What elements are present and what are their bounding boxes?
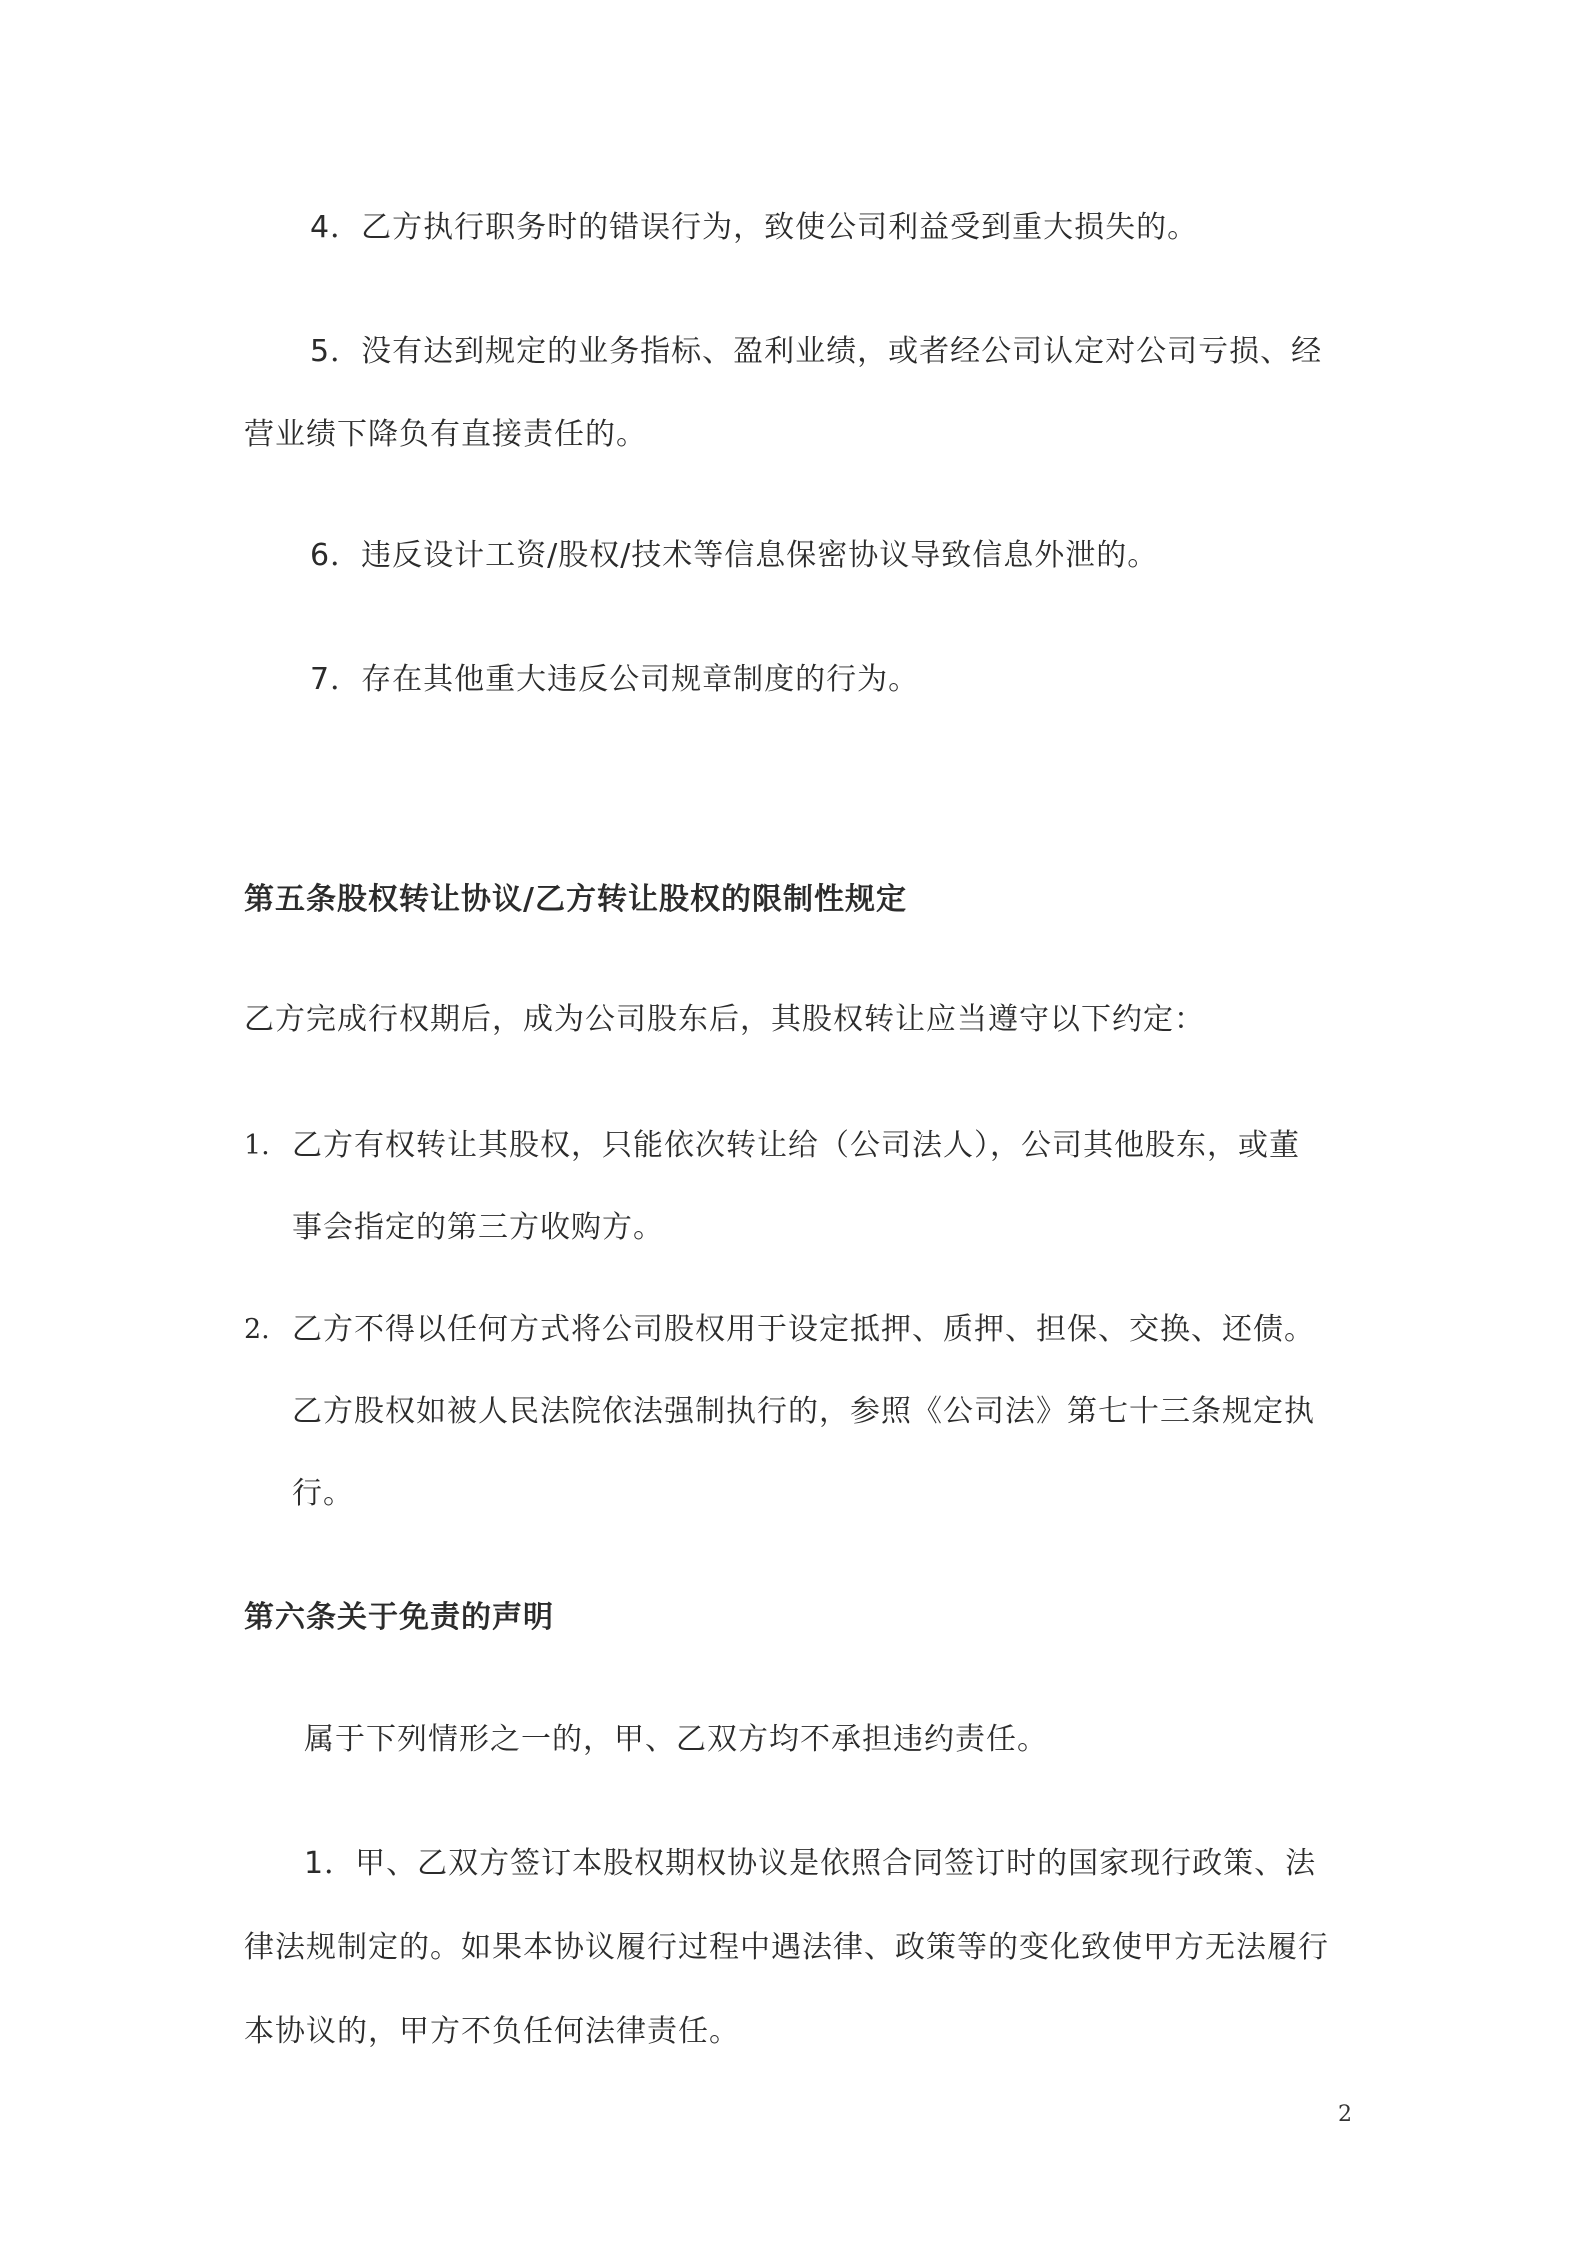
page-number: 2 [1338,2102,1352,2127]
list-item-2-line-2: 乙方股权如被人民法院依法强制执行的，参照《公司法》第七十三条规定执 [292,1394,1315,1429]
article-5-intro: 乙方完成行权期后，成为公司股东后，其股权转让应当遵守以下约定： [244,1002,1205,1037]
list-item-1-line-1: 乙方有权转让其股权，只能依次转让给（公司法人），公司其他股东，或董 [292,1128,1300,1163]
clause-item-4: 4．乙方执行职务时的错误行为，致使公司利益受到重大损失的。 [310,210,1199,245]
list-item-number: 2. [244,1314,270,1345]
article-6-item-1-line-3: 本协议的，甲方不负任何法律责任。 [244,2014,740,2049]
clause-item-5-line-2: 营业绩下降负有直接责任的。 [244,417,647,452]
article-6-intro: 属于下列情形之一的，甲、乙双方均不承担违约责任。 [304,1722,1048,1757]
article-6-heading: 第六条关于免责的声明 [244,1600,554,1635]
list-item-2-line-3: 行。 [292,1476,354,1511]
article-6-item-1-line-1: 1．甲、乙双方签订本股权期权协议是依照合同签订时的国家现行政策、法 [304,1846,1317,1881]
clause-item-5-line-1: 5．没有达到规定的业务指标、盈利业绩，或者经公司认定对公司亏损、经 [310,334,1323,369]
list-item-1-line-2: 事会指定的第三方收购方。 [292,1210,664,1245]
clause-item-7: 7．存在其他重大违反公司规章制度的行为。 [310,662,920,697]
list-item-2-line-1: 乙方不得以任何方式将公司股权用于设定抵押、质押、担保、交换、还债。 [292,1312,1315,1347]
article-5-heading: 第五条股权转让协议/乙方转让股权的限制性规定 [244,882,907,917]
article-6-item-1-line-2: 律法规制定的。如果本协议履行过程中遇法律、政策等的变化致使甲方无法履行 [244,1930,1329,1965]
clause-item-6: 6．违反设计工资/股权/技术等信息保密协议导致信息外泄的。 [310,538,1159,573]
list-item-number: 1. [244,1130,270,1161]
